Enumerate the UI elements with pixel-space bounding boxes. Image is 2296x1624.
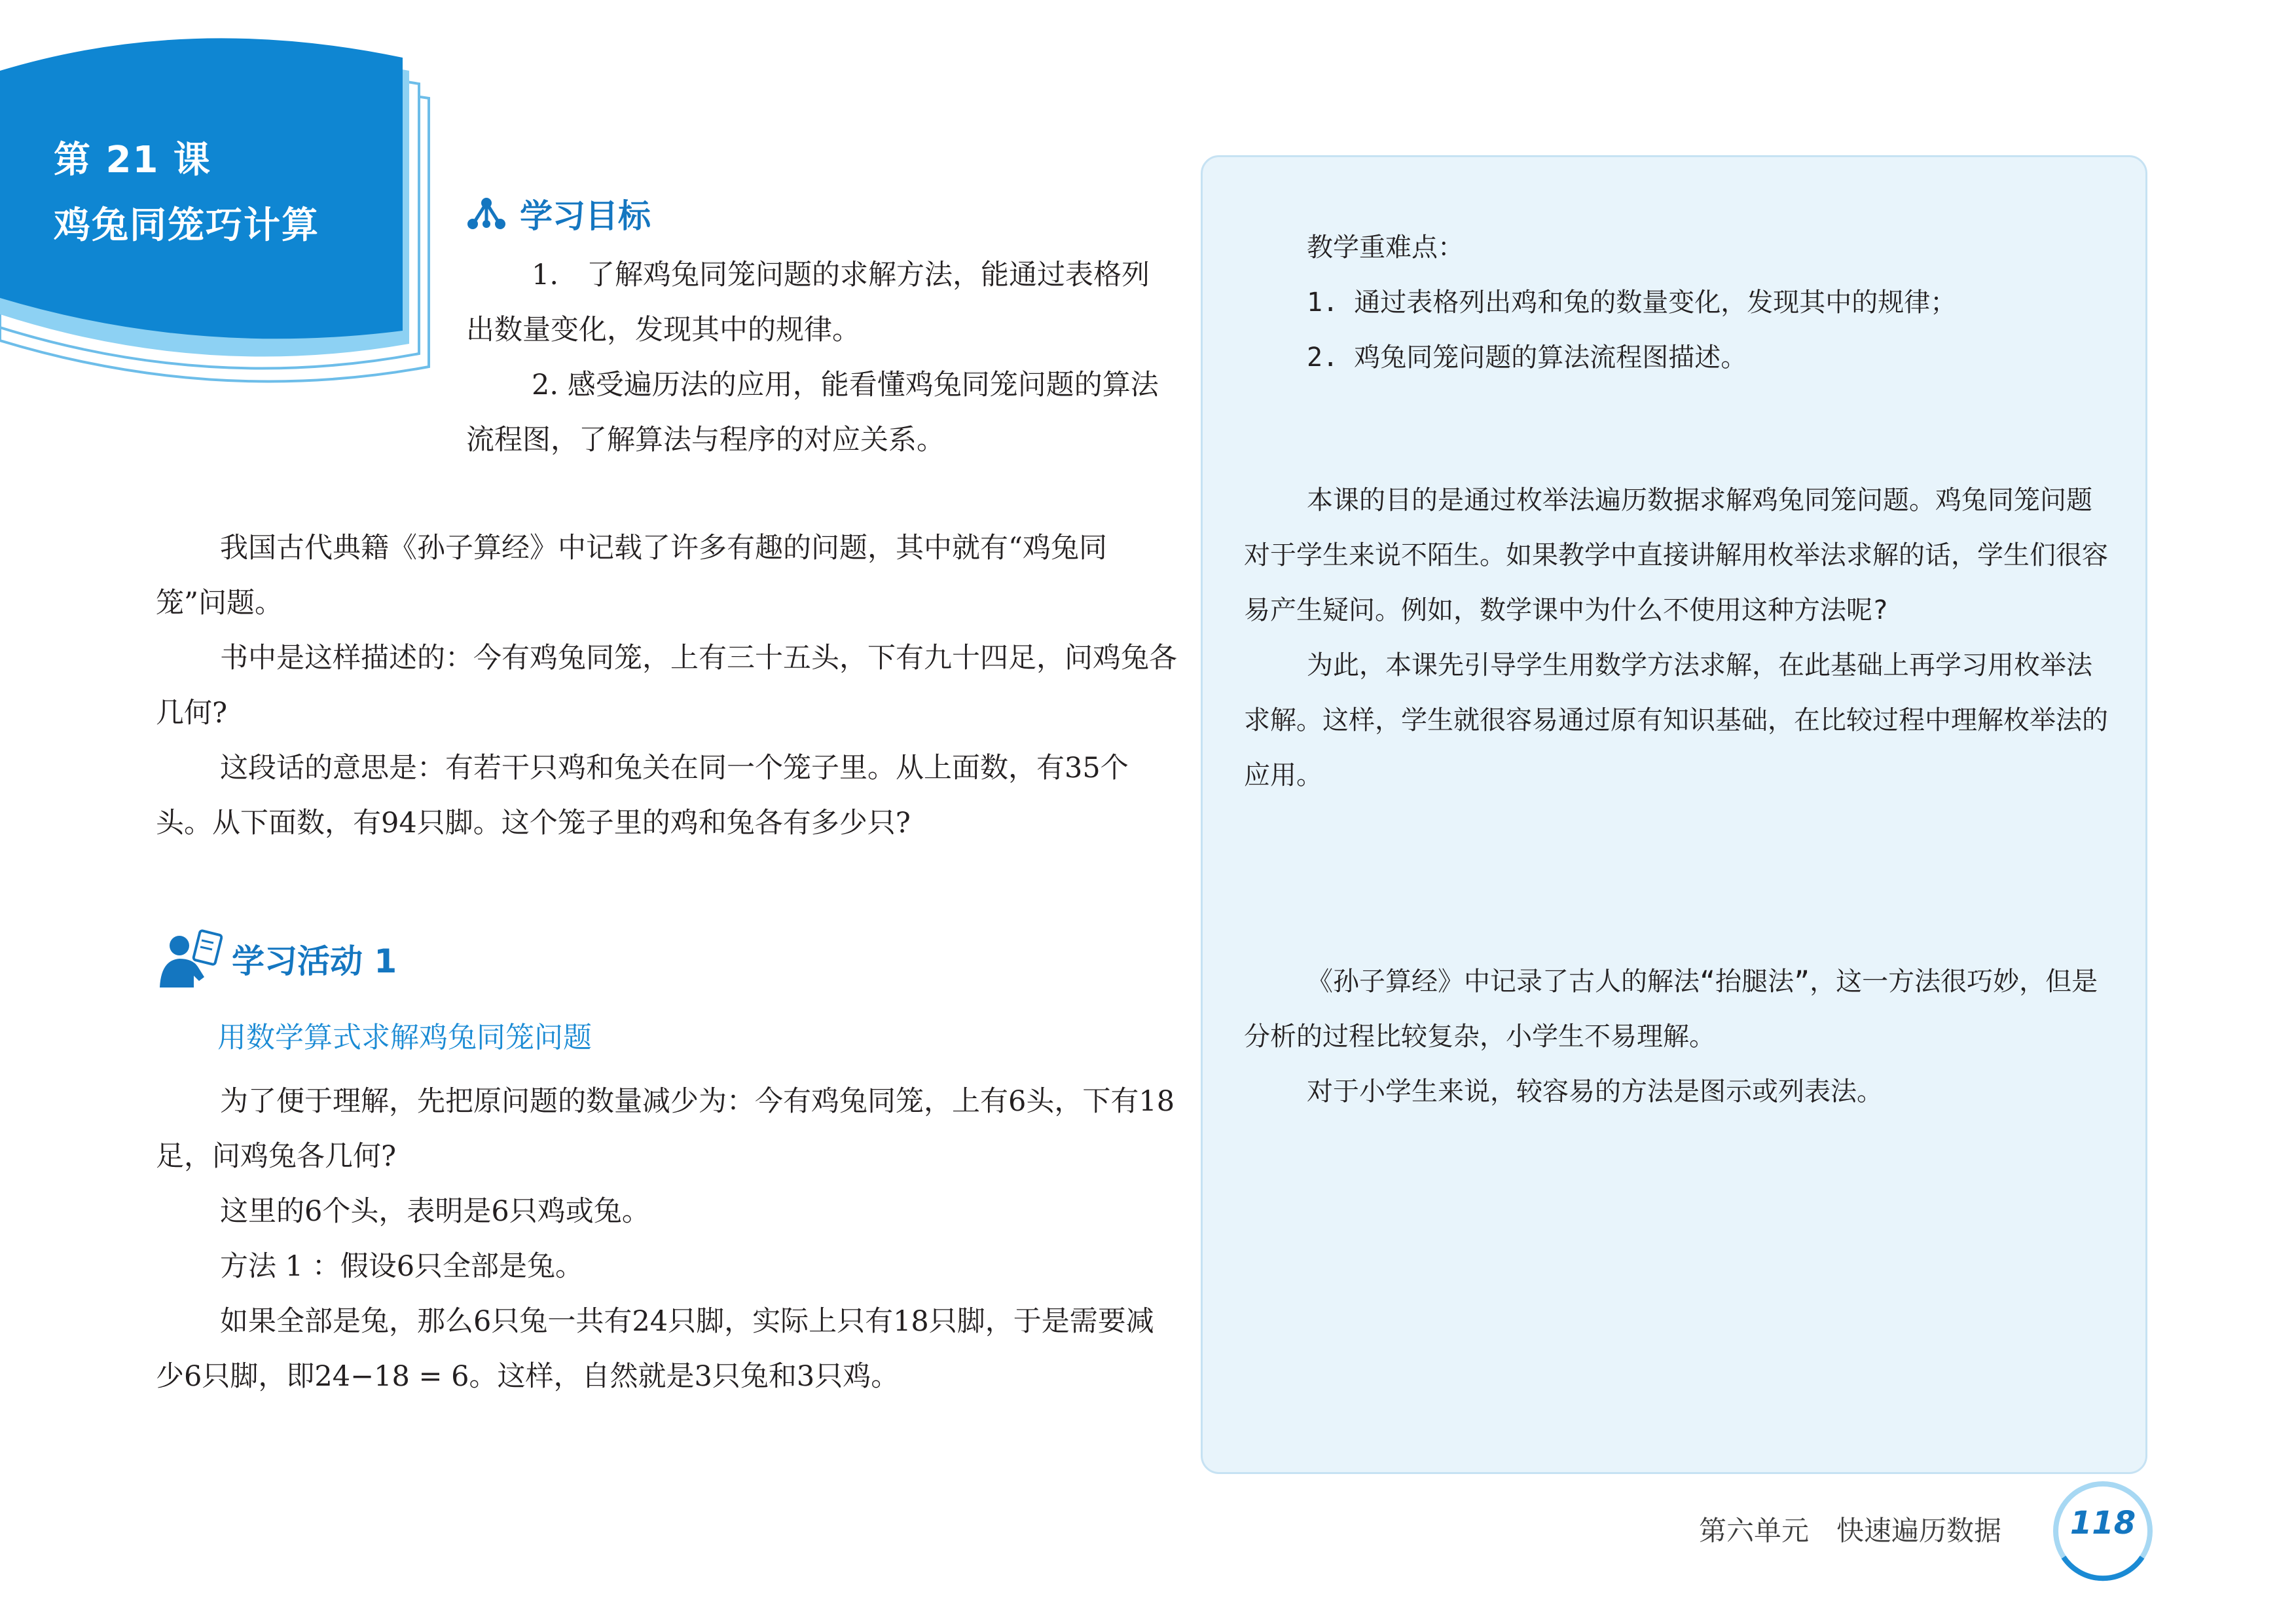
note-line: 2. 鸡兔同笼问题的算法流程图描述。 <box>1307 342 1747 373</box>
teacher-notes-key-points <box>1244 220 2115 385</box>
activity-subtitle: 用数学算式求解鸡兔同笼问题 <box>217 1021 592 1054</box>
note-line: 1. 通过表格列出鸡和兔的数量变化，发现其中的规律； <box>1307 287 1957 318</box>
note-paragraph: 对于小学生来说，较容易的方法是图示或列表法。 <box>1307 1077 1883 1107</box>
activity-paragraph: 这里的6个头，表明是6只鸡或兔。 <box>220 1195 650 1228</box>
activity-text <box>156 1074 1177 1404</box>
activity-paragraph: 为了便于理解，先把原问题的数量减少为：今有鸡兔同笼，上有6头，下有18足，问鸡兔各几何? <box>156 1085 1175 1173</box>
intro-text <box>156 521 1177 851</box>
note-paragraph: 《孙子算经》中记录了古人的解法“抬腿法”，这一方法很巧妙，但是分析的过程比较复杂，小学生不易理解。 <box>1244 967 2098 1052</box>
activity-paragraph: 方法 1 ：假设6只全部是兔。 <box>220 1250 584 1283</box>
activity-paragraph: 如果全部是兔，那么6只兔一共有24只脚，实际上只有18只脚，于是需要减少6只脚，即24−18 = 6。这样，自然就是3只兔和3只鸡。 <box>156 1305 1154 1393</box>
note-line: 教学重难点： <box>1307 232 1464 263</box>
goal-item: 1. 了解鸡兔同笼问题的求解方法，能通过表格列出数量变化，发现其中的规律。 <box>466 259 1150 346</box>
teacher-notes-purpose <box>1244 473 2115 803</box>
page-badge <box>2050 1479 2147 1576</box>
intro-paragraph: 书中是这样描述的：今有鸡兔同笼，上有三十五头，下有九十四足，问鸡兔各几何? <box>156 642 1177 729</box>
lesson-title: 鸡兔同笼巧计算 <box>54 204 319 247</box>
goal-item: 2. 感受遍历法的应用，能看懂鸡兔同笼问题的算法流程图，了解算法与程序的对应关系。 <box>466 369 1159 456</box>
goals-heading <box>466 190 651 237</box>
intro-paragraph: 我国古代典籍《孙子算经》中记载了许多有趣的问题，其中就有“鸡兔同笼”问题。 <box>156 532 1107 619</box>
goals-list <box>466 248 1173 468</box>
note-paragraph: 为此，本课先引导学生用数学方法求解，在此基础上再学习用枚举法求解。这样，学生就很容易通过原有知识基础，在比较过程中理解枚举法的应用。 <box>1244 650 2108 790</box>
intro-paragraph: 这段话的意思是：有若干只鸡和兔关在同一个笼子里。从上面数，有35个头。从下面数，有94只脚。这个笼子里的鸡和兔各有多少只? <box>156 752 1129 840</box>
network-nodes-icon <box>466 196 507 231</box>
lesson-number: 第 21 课 <box>54 139 211 181</box>
student-tablet-icon <box>156 929 223 989</box>
activity-heading-label: 学习活动 1 <box>232 942 397 980</box>
footer-unit-label: 第六单元 快速遍历数据 <box>1699 1515 2002 1547</box>
activity-heading <box>156 929 397 989</box>
page-number: 118 <box>2069 1505 2136 1541</box>
teacher-notes-method <box>1244 954 2115 1119</box>
lesson-banner <box>0 0 458 406</box>
note-paragraph: 本课的目的是通过枚举法遍历数据求解鸡兔同笼问题。鸡兔同笼问题对于学生来说不陌生。如果教学中直接讲解用枚举法求解的话，学生们很容易产生疑问。例如，数学课中为什么不使用这种方法呢? <box>1244 485 2108 625</box>
goals-heading-label: 学习目标 <box>520 197 651 235</box>
